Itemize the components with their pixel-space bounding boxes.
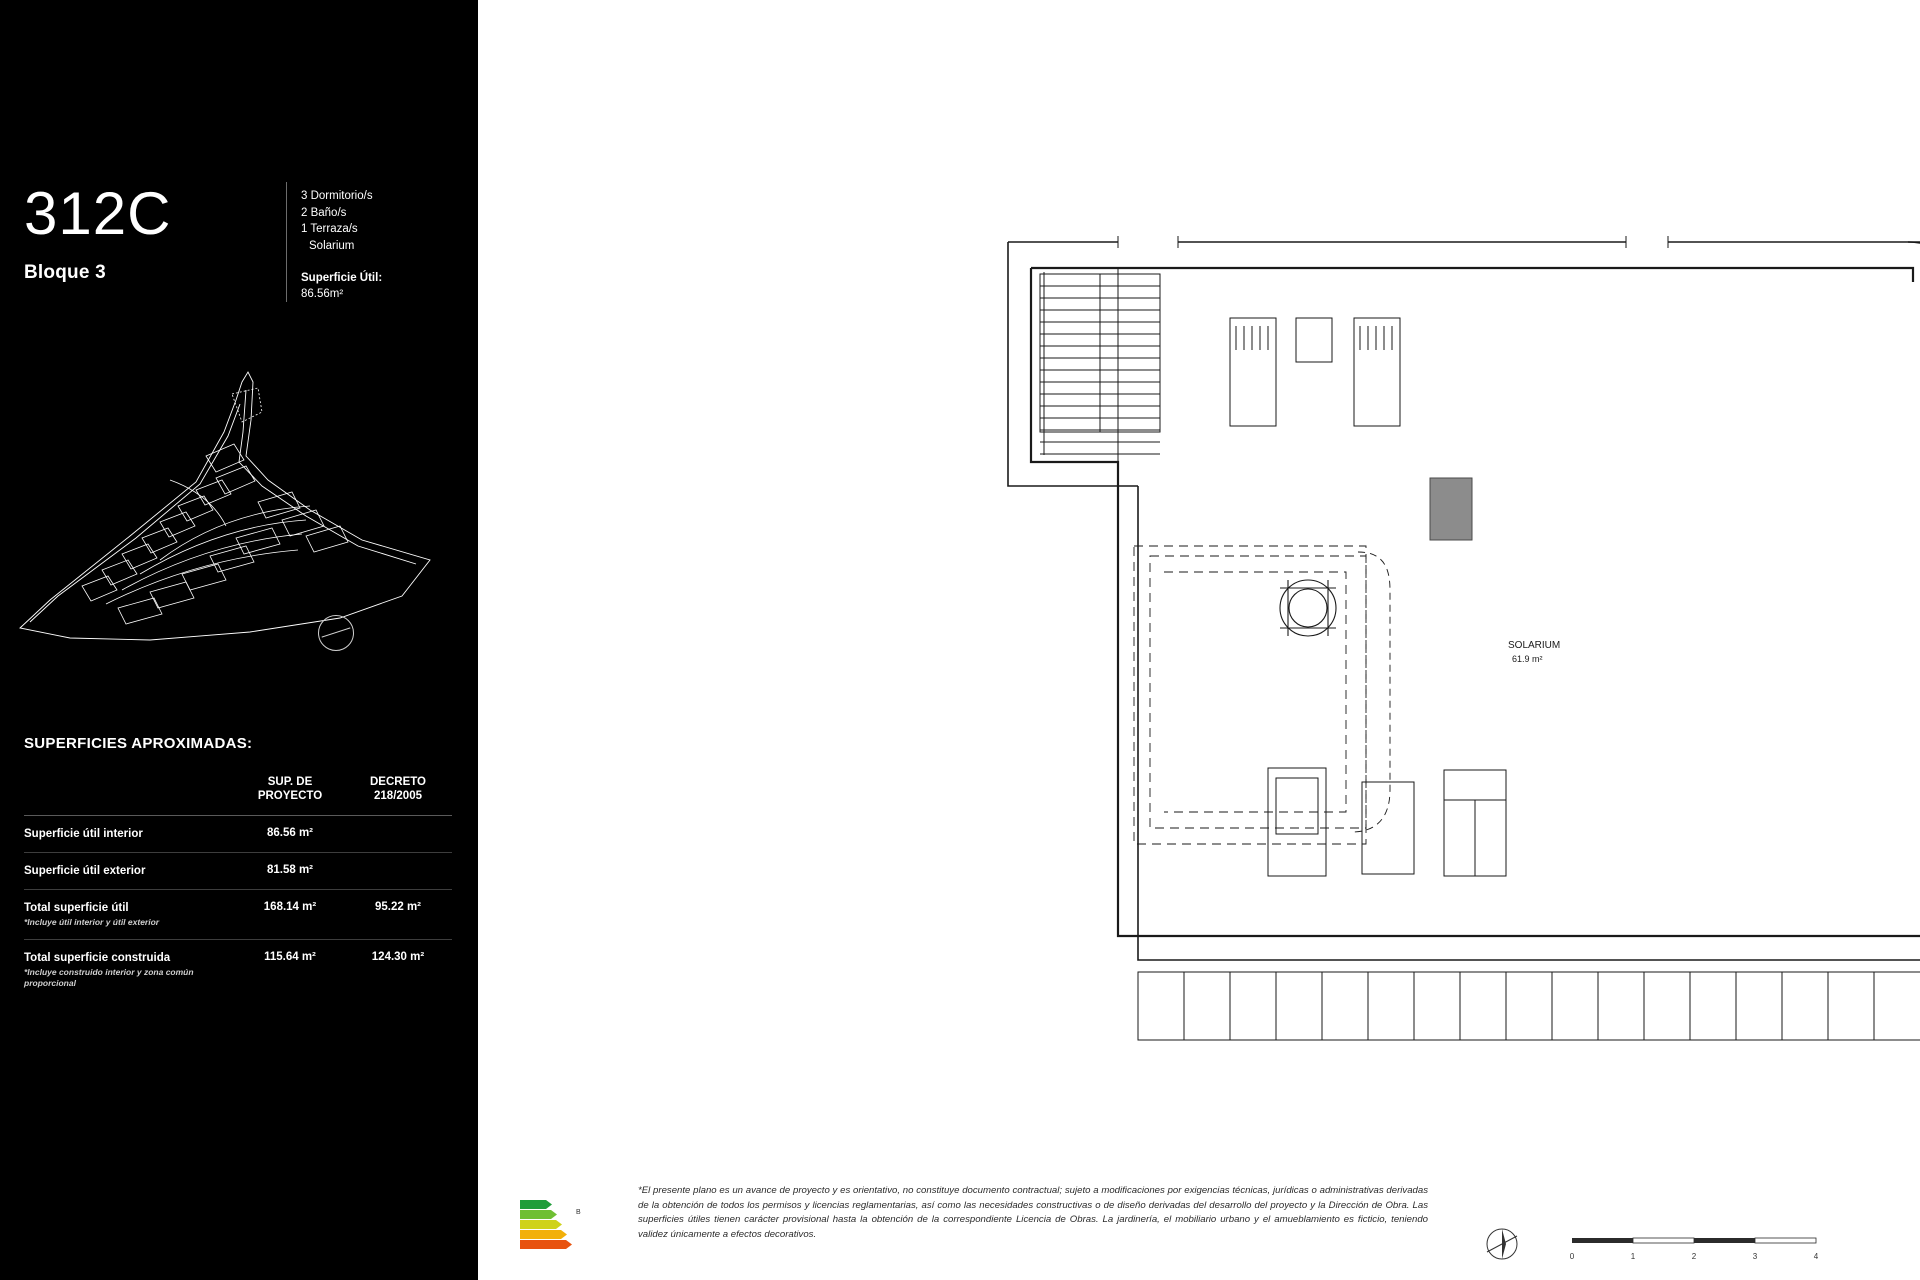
site-compass-icon xyxy=(318,615,354,651)
row-label: Superficie útil interior xyxy=(24,816,236,853)
feature-bathrooms: 2 Baño/s xyxy=(301,206,347,219)
surfaces-header-blank xyxy=(24,775,236,816)
row-label-wrap xyxy=(24,940,236,1001)
scale-tick-0: 0 xyxy=(1569,1252,1575,1261)
unit-features xyxy=(301,182,382,302)
scale-tick-3: 3 xyxy=(1752,1252,1758,1261)
scale-bar-ticks xyxy=(1570,1252,1820,1266)
useful-surface xyxy=(301,270,382,302)
row-decreto: 124.30 m² xyxy=(344,940,452,1001)
site-plan-illustration xyxy=(10,360,470,650)
row-decreto xyxy=(344,853,452,890)
table-row xyxy=(24,940,452,1001)
north-compass-icon xyxy=(1480,1222,1524,1266)
useful-surface-value: 86.56m² xyxy=(301,288,344,300)
row-label: Total superficie útil xyxy=(24,902,129,914)
scale-tick-2: 2 xyxy=(1691,1252,1697,1261)
feature-terraces: 1 Terraza/s xyxy=(301,223,358,235)
unit-code: 312C xyxy=(24,180,172,247)
feature-solarium: Solarium xyxy=(309,239,355,252)
energy-rating-icon xyxy=(520,1196,590,1256)
row-proyecto: 168.14 m² xyxy=(236,890,344,940)
table-row xyxy=(24,890,452,940)
vertical-divider xyxy=(286,182,287,302)
room-label-solarium: SOLARIUM xyxy=(1508,640,1561,651)
svg-text:B: B xyxy=(576,1209,581,1216)
scale-tick-1: 1 xyxy=(1630,1252,1636,1261)
scale-tick-4: 4 xyxy=(1813,1252,1819,1261)
row-proyecto: 86.56 m² xyxy=(236,816,344,853)
legal-disclaimer: *El presente plano es un avance de proyecto y es orientativo, no constituye documento contractual; sujeto a modificaciones por exigencias técnicas, jurídicas o administrativas derivadas de la obtención de todos los permisos y licencias reglamentarias, así como las necesidades constructivas o de diseño derivadas del desarrollo del proyecto y la Dirección de Obra. Las superficies útiles tienen carácter provisional hasta la obtención de la correspondiente Licencia de Obras. La jardinería, el mobiliario urbano y el amueblamiento es ficticio, teniendo validez únicamente a efectos decorativos. xyxy=(638,1185,1428,1240)
row-label: Total superficie construida xyxy=(24,952,171,964)
row-note: *Incluye útil interior y útil exterior xyxy=(24,917,160,927)
row-label-wrap xyxy=(24,890,236,940)
room-area-solarium: 61.9 m² xyxy=(1512,654,1543,664)
floorplan-drawing xyxy=(478,0,1920,1280)
row-label: Superficie útil exterior xyxy=(24,853,236,890)
unit-header xyxy=(24,182,444,302)
surfaces-header-proyecto: SUP. DE PROYECTO xyxy=(257,776,323,802)
table-row xyxy=(24,816,452,853)
unit-block-label: Bloque 3 xyxy=(24,262,106,283)
feature-bedrooms: 3 Dormitorio/s xyxy=(301,190,373,202)
useful-surface-label: Superficie Útil: xyxy=(301,272,383,284)
row-note: *Incluye construido interior y zona común proporcional xyxy=(24,967,194,988)
row-proyecto: 115.64 m² xyxy=(236,940,344,1001)
floorplan-canvas xyxy=(478,0,1920,1280)
surfaces-header-decreto: DECRETO 218/2005 xyxy=(369,776,427,802)
row-decreto: 95.22 m² xyxy=(344,890,452,940)
table-row xyxy=(24,853,452,890)
info-sidebar xyxy=(0,0,478,1280)
unit-identity xyxy=(24,182,286,284)
equipment-block xyxy=(1430,478,1472,540)
surfaces-table xyxy=(24,775,452,1000)
surfaces-title: SUPERFICIES APROXIMADAS: xyxy=(24,735,253,752)
row-proyecto: 81.58 m² xyxy=(236,853,344,890)
row-decreto xyxy=(344,816,452,853)
